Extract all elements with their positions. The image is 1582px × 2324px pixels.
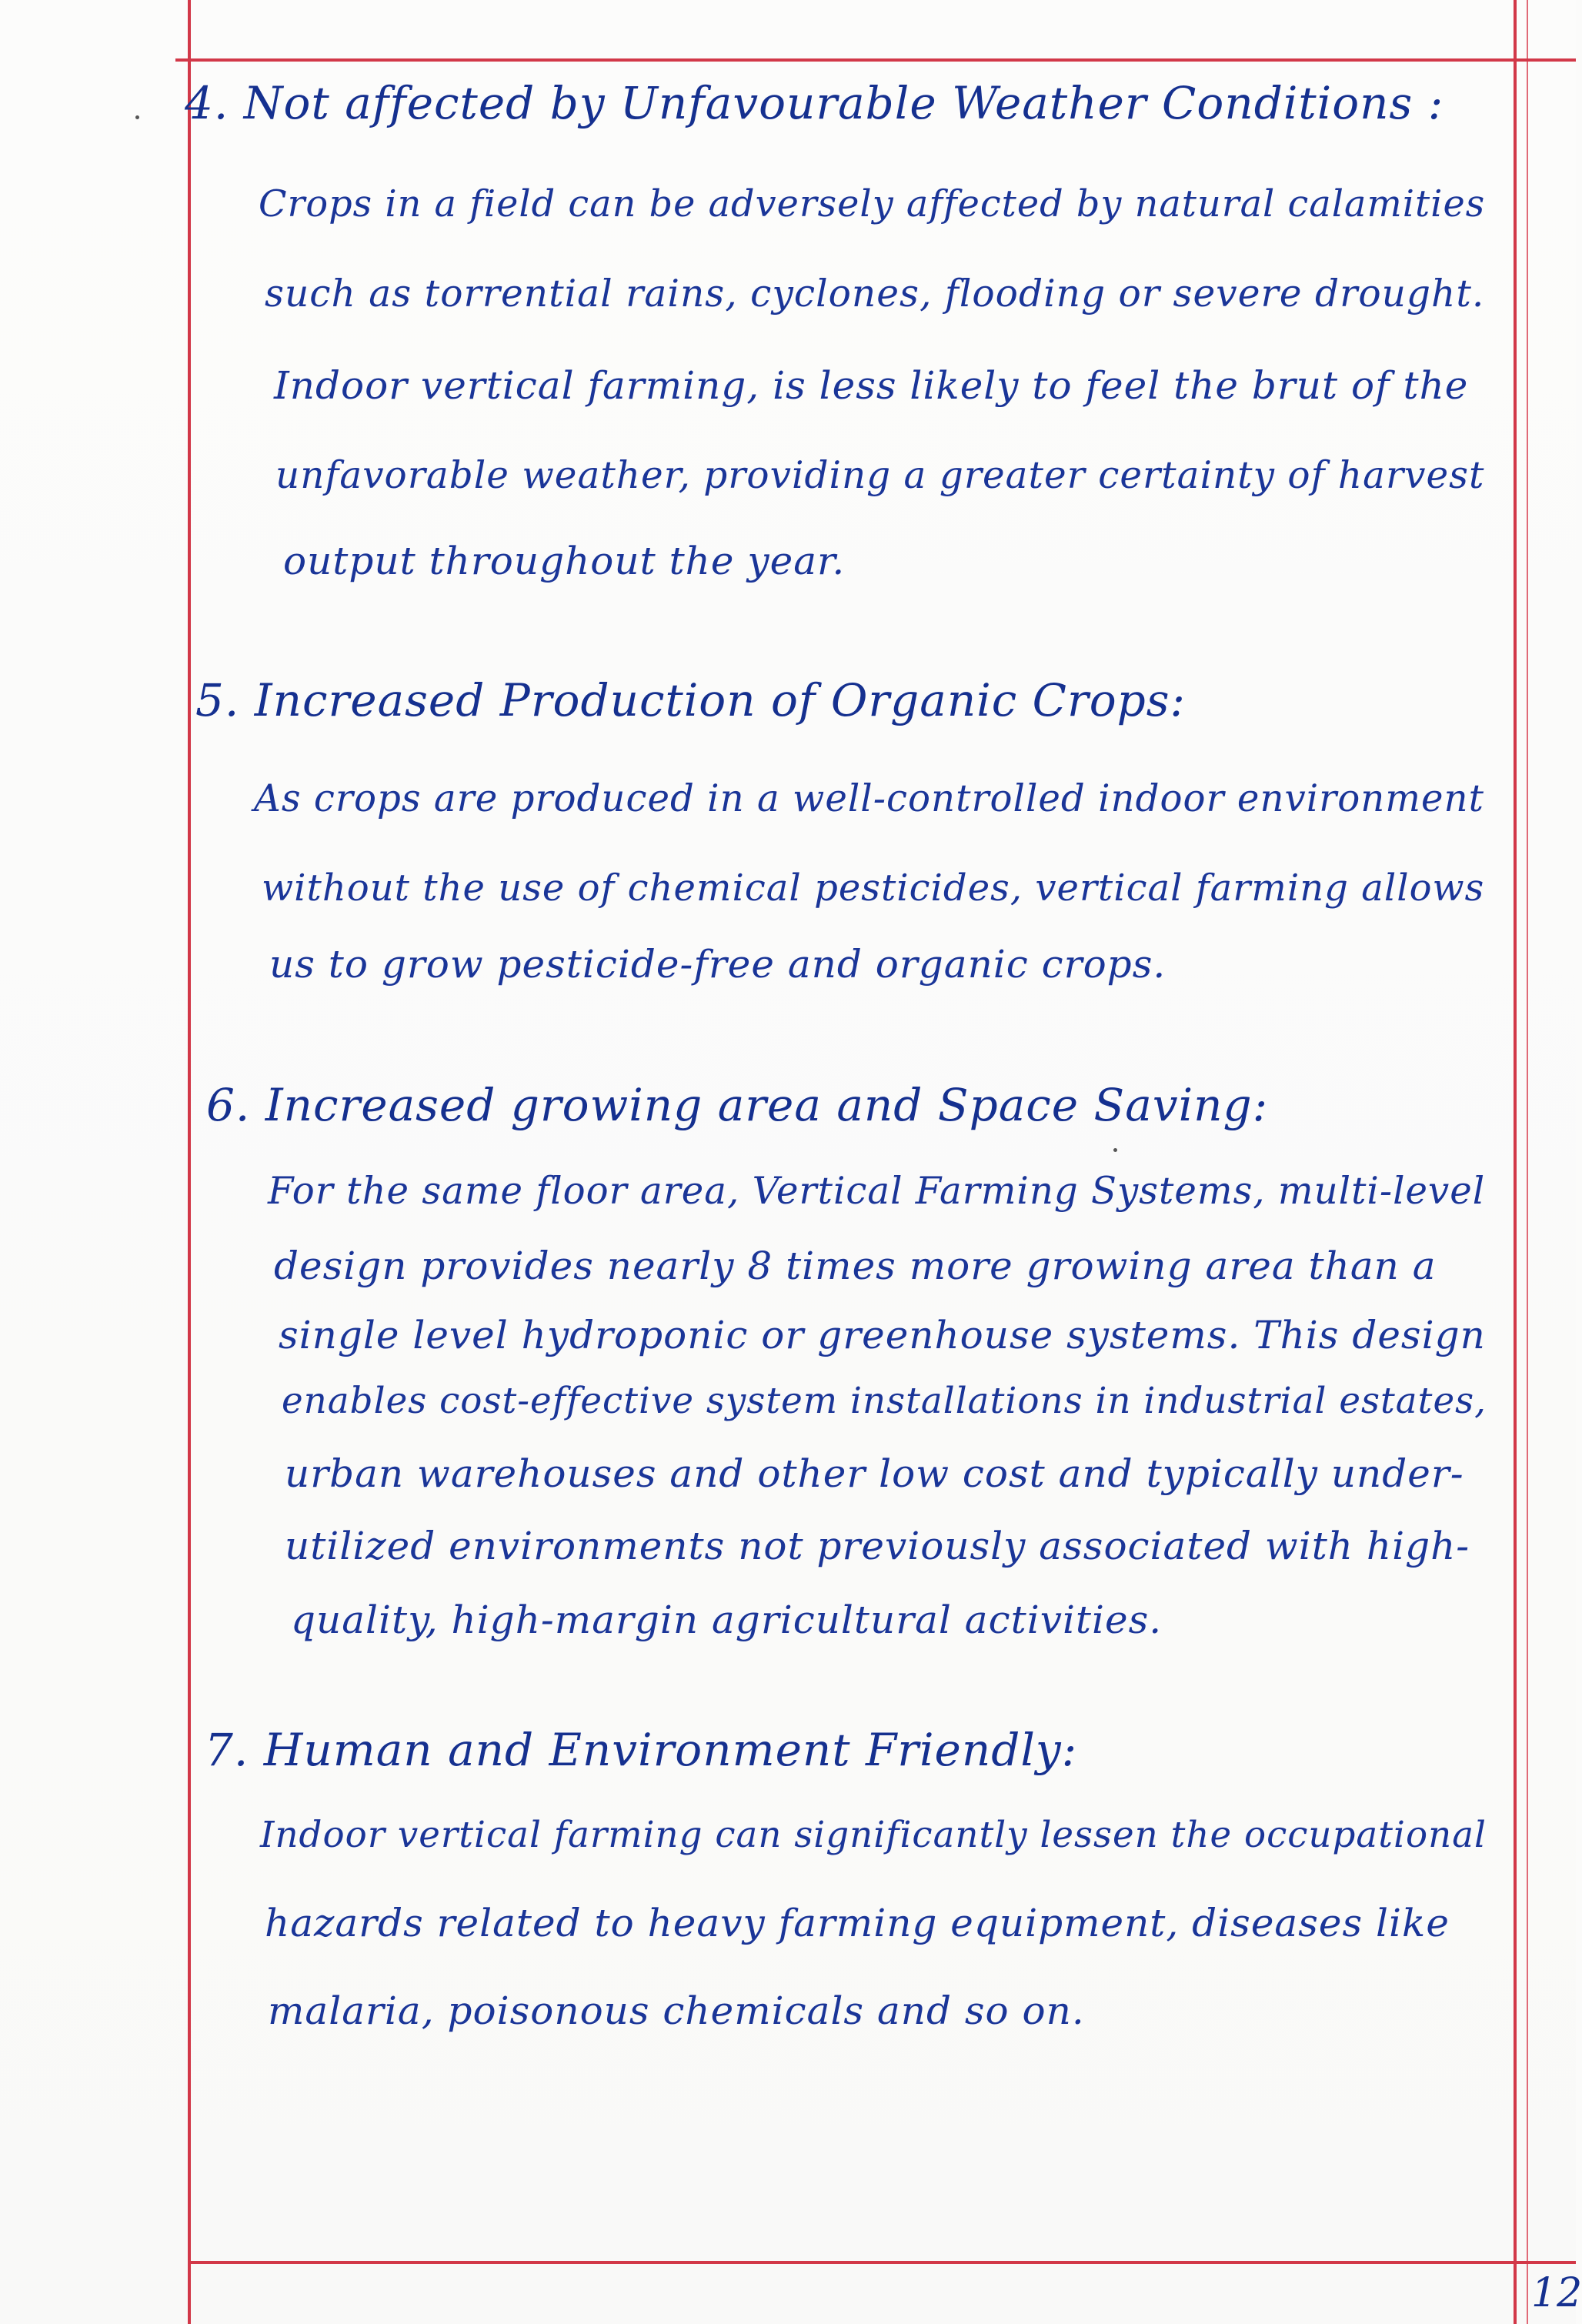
section-text-line: Indoor vertical farming, is less likely to feel the brut of the: [274, 363, 1469, 408]
section-text-line: malaria, poisonous chemicals and so on.: [268, 1988, 1085, 2033]
section-text-line: hazards related to heavy farming equipment, diseases like: [265, 1901, 1450, 1945]
section-text-line: enables cost-effective system installations in industrial estates,: [282, 1381, 1487, 1422]
section-text-line: without the use of chemical pesticides, vertical farming allows: [262, 866, 1485, 910]
section-text-line: As crops are produced in a well-controlled indoor environment: [254, 777, 1484, 820]
bottom-margin-rule: [188, 2261, 1576, 2264]
section-heading: 6. Increased growing area and Space Saving:: [206, 1079, 1269, 1131]
section-text-line: utilized environments not previously associated with high-: [285, 1524, 1470, 1568]
stray-dot: [135, 115, 139, 119]
stray-dot: [1113, 1148, 1117, 1152]
section-heading: 5. Increased Production of Organic Crops:: [195, 674, 1186, 726]
section-text-line: Crops in a field can be adversely affected by natural calamities: [259, 183, 1486, 225]
left-margin-rule: [188, 0, 191, 2324]
section-text-line: output throughout the year.: [283, 539, 846, 583]
section-text-line: For the same floor area, Vertical Farming Systems, multi-level: [268, 1170, 1486, 1213]
section-text-line: Indoor vertical farming can significantly lessen the occupational: [260, 1815, 1487, 1856]
section-text-line: us to grow pesticide-free and organic crops.: [269, 942, 1166, 987]
section-text-line: quality, high-margin agricultural activities.: [291, 1598, 1163, 1642]
right-margin-rule-faint: [1527, 0, 1528, 2324]
section-text-line: urban warehouses and other low cost and typically under-: [285, 1451, 1464, 1496]
section-heading: 4. Not affected by Unfavourable Weather Conditions :: [185, 77, 1444, 129]
section-heading: 7. Human and Environment Friendly:: [205, 1724, 1078, 1776]
page-number: 12: [1531, 2270, 1582, 2316]
section-text-line: unfavorable weather, providing a greater certainty of harvest: [275, 454, 1485, 497]
top-margin-rule: [175, 58, 1576, 62]
section-text-line: such as torrential rains, cyclones, flooding or severe drought.: [265, 272, 1485, 316]
section-text-line: design provides nearly 8 times more growing area than a: [274, 1244, 1437, 1288]
section-text-line: single level hydroponic or greenhouse systems. This design: [279, 1313, 1486, 1357]
right-margin-rule: [1514, 0, 1517, 2324]
